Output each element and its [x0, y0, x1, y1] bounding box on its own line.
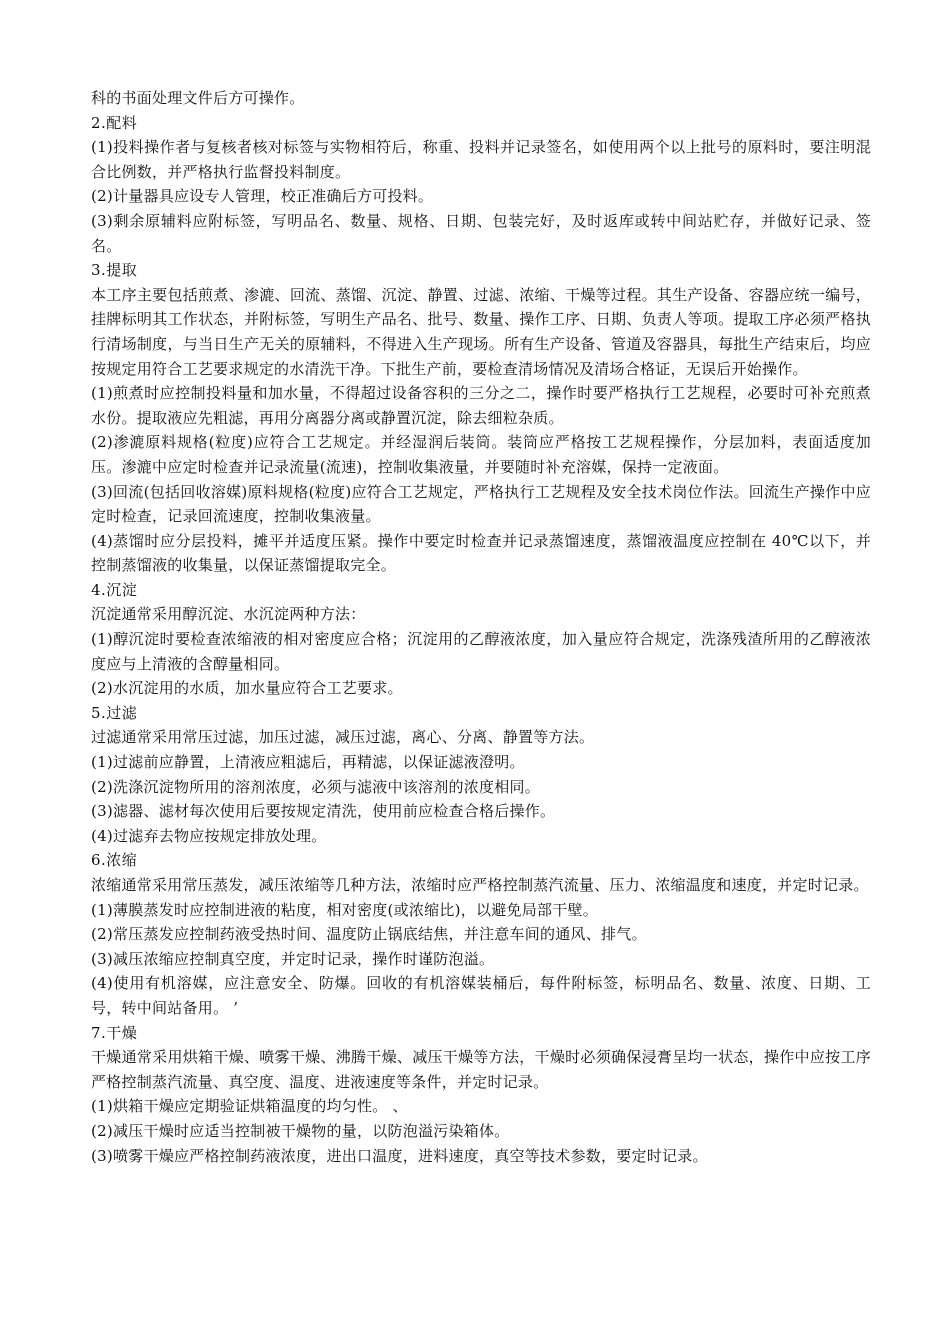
- paragraph: (1)投料操作者与复核者核对标签与实物相符后，称重、投料并记录签名，如使用两个以上批号的原料时，要注明混合比例数，并严格执行监督投料制度。: [91, 138, 871, 181]
- paragraph: (3)滤器、滤材每次使用后要按规定清洗，使用前应检查合格后操作。: [91, 802, 556, 821]
- paragraph: (2)水沉淀用的水质，加水量应符合工艺要求。: [91, 679, 403, 698]
- paragraph: (4)过滤弃去物应按规定排放处理。: [91, 826, 327, 845]
- section-heading: 5.过滤: [91, 703, 138, 722]
- paragraph: (2)计量器具应设专人管理，校正准确后方可投料。: [91, 187, 434, 206]
- paragraph: (2)减压干燥时应适当控制被干燥物的量，以防泡溢污染箱体。: [91, 1121, 510, 1140]
- paragraph: (3)减压浓缩应控制真空度，并定时记录，操作时谨防泡溢。: [91, 949, 495, 968]
- paragraph: (1)薄膜蒸发时应控制进液的粘度，相对密度(或浓缩比)，以避免局部干壁。: [91, 900, 598, 919]
- paragraph: (2)常压蒸发应控制药液受热时间、温度防止锅底结焦，并注意车间的通风、排气。: [91, 925, 647, 944]
- paragraph: (4)使用有机溶媒，应注意安全、防爆。回收的有机溶媒装桶后，每件附标签，标明品名、数量、浓度、日期、工号，转中间站备用。 ’: [91, 974, 871, 1017]
- paragraph: (3)回流(包括回收溶媒)原料规格(粒度)应符合工艺规定，严格执行工艺规程及安全技术岗位作法。回流生产操作中应定时检查，记录回流速度，控制收集液量。: [91, 482, 871, 526]
- paragraph: (4)蒸馏时应分层投料，摊平并适度压紧。操作中要定时检查并记录蒸馏速度，蒸馏液温度应控制在 40℃以下，并控制蒸馏液的收集量，以保证蒸馏提取完全。: [91, 531, 871, 575]
- paragraph: (3)剩余原辅料应附标签，写明品名、数量、规格、日期、包装完好，及时返库或转中间站贮存，并做好记录、签名。: [91, 211, 871, 255]
- section-heading: 2.配料: [91, 113, 138, 132]
- section-heading: 6.浓缩: [91, 851, 138, 870]
- paragraph: (1)烘箱干燥应定期验证烘箱温度的均匀性。 、: [91, 1097, 408, 1116]
- section-heading: 3.提取: [91, 261, 138, 280]
- paragraph: (2)渗漉原料规格(粒度)应符合工艺规定。并经湿润后装筒。装筒应严格按工艺规程操作，分层加料，表面适度加压。渗漉中应定时检查并记录流量(流速)，控制收集液量，并要随时补充溶媒，保持一定液面。: [91, 433, 871, 476]
- paragraph: 科的书面处理文件后方可操作。: [91, 89, 305, 107]
- paragraph: (3)喷雾干燥应严格控制药液浓度，进出口温度，进料速度，真空等技术参数，要定时记录。: [91, 1146, 708, 1165]
- paragraph: 浓缩通常采用常压蒸发，减压浓缩等几种方法，浓缩时应严格控制蒸汽流量、压力、浓缩温度和速度，并定时记录。: [91, 876, 869, 894]
- paragraph: (1)醇沉淀时要检查浓缩液的相对密度应合格；沉淀用的乙醇液浓度，加入量应符合规定，洗涤残渣所用的乙醇液浓度应与上清液的含醇量相同。: [91, 630, 871, 673]
- paragraph: 过滤通常采用常压过滤，加压过滤，减压过滤，离心、分离、静置等方法。: [91, 728, 595, 747]
- paragraph: 干燥通常采用烘箱干燥、喷雾干燥、沸腾干燥、减压干燥等方法，干燥时必须确保浸膏呈均一状态，操作中应按工序严格控制蒸汽流量、真空度、温度、进液速度等条件，并定时记录。: [91, 1048, 871, 1091]
- paragraph: (1)煎煮时应控制投料量和加水量，不得超过设备容积的三分之二，操作时要严格执行工艺规程，必要时可补充煎煮水份。提取液应先粗滤，再用分离器分离或静置沉淀，除去细粒杂质。: [91, 384, 871, 427]
- section-heading: 7.干燥: [91, 1023, 138, 1042]
- paragraph: 本工序主要包括煎煮、渗漉、回流、蒸馏、沉淀、静置、过滤、浓缩、干燥等过程。其生产设备、容器应统一编号，挂牌标明其工作状态，并附标签，写明生产品名、批号、数量、操作工序、日期、负责人等项。提取工序必须严格执行清场制度，与当日生产无关的原辅料，不得进入生产现场。所有生产设备、管道及容器具，每批生产结束后，均应按规定用符合工艺要求规定的水清洗干净。下批生产前，要检查清场情况及清场合格证，无误后开始操作。: [91, 285, 871, 378]
- paragraph: (2)洗涤沉淀物所用的溶剂浓度，必须与滤液中该溶剂的浓度相同。: [91, 777, 541, 796]
- section-heading: 4.沉淀: [91, 580, 138, 599]
- document-page: [91, 86, 871, 1168]
- paragraph: (1)过滤前应静置，上清液应粗滤后，再精滤，以保证滤液澄明。: [91, 753, 525, 772]
- paragraph: 沉淀通常采用醇沉淀、水沉淀两种方法：: [91, 605, 366, 624]
